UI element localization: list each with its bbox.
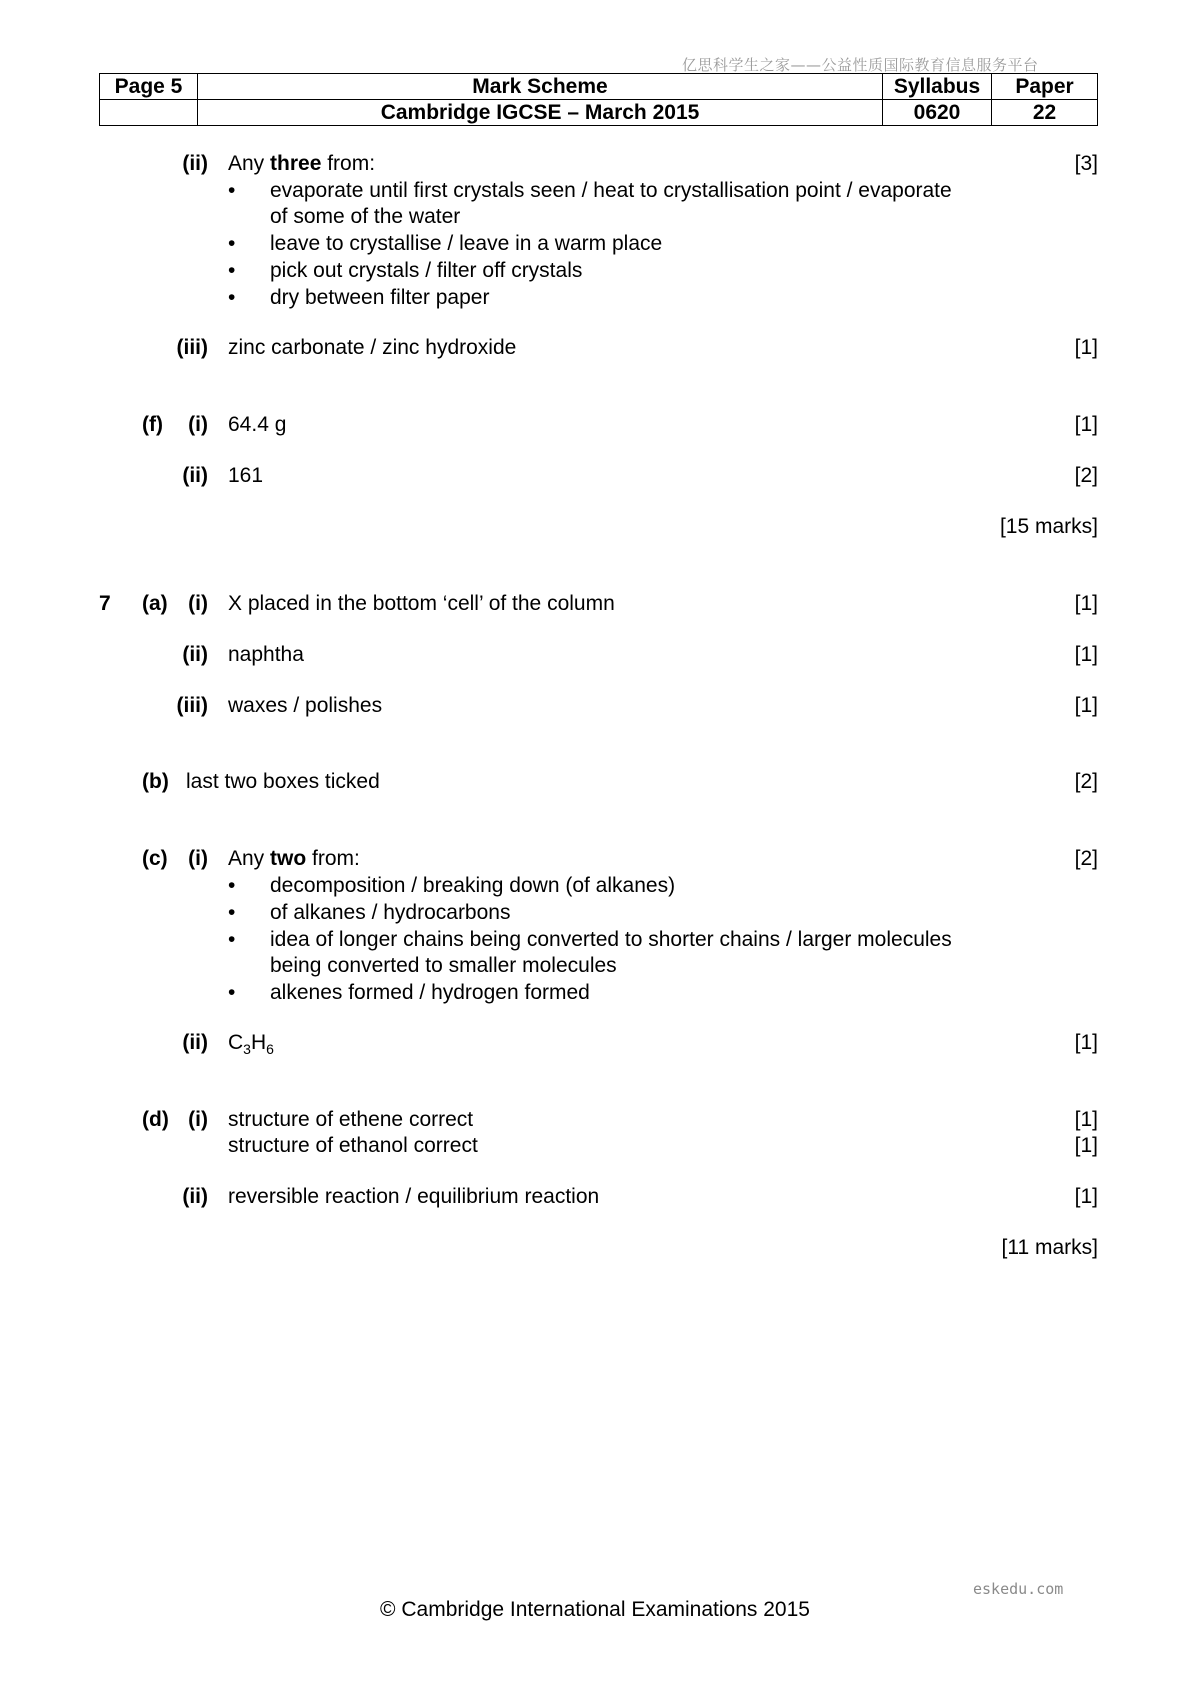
q7-c-i-mark: [2] — [1074, 847, 1098, 870]
q7-c-i-label: (i) — [188, 847, 208, 870]
q7-c-ii-formula: $C_3H_6$ — [228, 1031, 274, 1057]
list-item: • leave to crystallise / leave in a warm place — [228, 232, 663, 255]
list-item-continuation: being converted to smaller molecules — [270, 954, 617, 977]
q6-e-ii-intro: Any three from: — [228, 152, 376, 175]
q7-a-ii-label: (ii) — [182, 643, 208, 666]
q7-a-i-label: (i) — [188, 592, 208, 615]
q7-c-ii-label: (ii) — [182, 1031, 208, 1054]
q7-d-label: (d) — [142, 1108, 169, 1131]
q7-a-ii-answer: naphtha — [228, 643, 304, 666]
q6-f-ii-label: (ii) — [182, 464, 208, 487]
q6-f-i-answer: 64.4 g — [228, 413, 287, 436]
list-item: • alkenes formed / hydrogen formed — [228, 981, 590, 1004]
q6-f-i-label: (i) — [188, 413, 208, 436]
list-item: • of alkanes / hydrocarbons — [228, 901, 511, 924]
header-paper-label: Paper — [992, 74, 1098, 100]
q6-total: [15 marks] — [999, 515, 1098, 538]
q7-b-answer: last two boxes ticked — [186, 770, 380, 793]
q7-a-iii-label: (iii) — [176, 694, 208, 717]
header-empty-cell — [100, 100, 198, 126]
list-item: • idea of longer chains being converted to shorter chains / larger molecules — [228, 928, 952, 951]
list-item: • pick out crystals / filter off crystals — [228, 259, 583, 282]
q6-e-iii-label: (iii) — [176, 336, 208, 359]
q7-d-ii-label: (ii) — [182, 1185, 208, 1208]
q7-number: 7 — [99, 592, 111, 615]
q6-e-iii-answer: zinc carbonate / zinc hydroxide — [228, 336, 517, 359]
q7-d-i-mark2: [1] — [1074, 1134, 1098, 1157]
header-table — [99, 73, 1098, 126]
q6-f-ii-mark: [2] — [1074, 464, 1098, 487]
list-item: • decomposition / breaking down (of alkanes) — [228, 874, 676, 897]
header-title: Mark Scheme — [198, 74, 883, 100]
q7-d-ii-mark: [1] — [1074, 1185, 1098, 1208]
q7-a-iii-answer: waxes / polishes — [228, 694, 383, 717]
header-page: Page 5 — [100, 74, 198, 100]
q7-a-i-mark: [1] — [1074, 592, 1098, 615]
q6-f-i-mark: [1] — [1074, 413, 1098, 436]
list-item: • evaporate until first crystals seen / heat to crystallisation point / evaporate — [228, 179, 952, 202]
q7-c-i-intro: Any two from: — [228, 847, 360, 870]
q7-total: [11 marks] — [1001, 1236, 1098, 1259]
q7-a-ii-mark: [1] — [1074, 643, 1098, 666]
q6-f-label: (f) — [142, 413, 163, 436]
q7-b-mark: [2] — [1074, 770, 1098, 793]
header-exam: Cambridge IGCSE – March 2015 — [198, 100, 883, 126]
q6-f-ii-answer: 161 — [228, 464, 264, 487]
q7-d-ii-answer: reversible reaction / equilibrium reaction — [228, 1185, 600, 1208]
q7-a-label: (a) — [142, 592, 168, 615]
header-paper: 22 — [992, 100, 1098, 126]
q7-a-iii-mark: [1] — [1074, 694, 1098, 717]
watermark-top: 亿思科学生之家——公益性质国际教育信息服务平台 — [682, 56, 1039, 74]
list-item-continuation: of some of the water — [270, 205, 461, 228]
list-item: • dry between filter paper — [228, 286, 490, 309]
q7-a-i-answer: X placed in the bottom ‘cell’ of the column — [228, 592, 615, 615]
q7-c-ii-mark: [1] — [1074, 1031, 1098, 1054]
q7-d-i-line1: structure of ethene correct — [228, 1108, 474, 1131]
copyright-footer: © Cambridge International Examinations 2015 — [380, 1598, 810, 1621]
watermark-bottom: eskedu.com — [973, 1580, 1064, 1598]
q7-c-label: (c) — [142, 847, 168, 870]
q7-d-i-label: (i) — [188, 1108, 208, 1131]
q6-e-iii-mark: [1] — [1074, 336, 1098, 359]
q7-d-i-mark1: [1] — [1074, 1108, 1098, 1131]
q7-b-label: (b) — [142, 770, 169, 793]
q7-d-i-line2: structure of ethanol correct — [228, 1134, 478, 1157]
header-syllabus-label: Syllabus — [883, 74, 992, 100]
q6-e-ii-mark: [3] — [1074, 152, 1098, 175]
q6-e-ii-label: (ii) — [182, 152, 208, 175]
header-syllabus: 0620 — [883, 100, 992, 126]
